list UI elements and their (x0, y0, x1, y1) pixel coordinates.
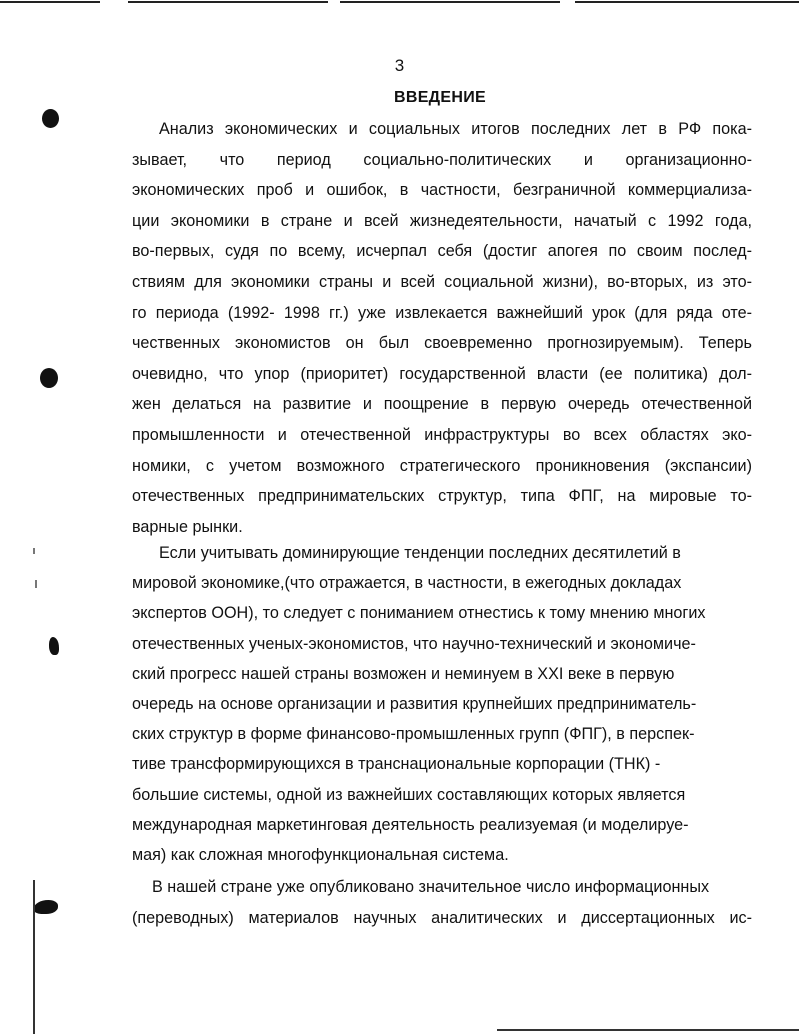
paragraph-line: большие системы, одной из важнейших составляющих которых является (132, 785, 686, 804)
paragraph-line: промышленности и отечественной инфраструктуры во всех областях эко- (132, 425, 752, 444)
paragraph-2 (132, 538, 752, 870)
paragraph-line: чественных экономистов он был своевременно прогнозируемым). Теперь (132, 334, 752, 353)
paragraph-line: мировой экономике,(что отражается, в частности, в ежегодных докладах (132, 574, 682, 593)
scan-speck (33, 548, 35, 554)
binding-hole-mark (42, 109, 59, 128)
paragraph-line: мая) как сложная многофункциональная система. (132, 845, 509, 864)
paragraph-line: экономических проб и ошибок, в частности, безграничной коммерциализа- (132, 181, 752, 200)
paragraph-line: Анализ экономических и социальных итогов последних лет в РФ пока- (159, 120, 752, 138)
paragraph-line: Если учитывать доминирующие тенденции последних десятилетий в (159, 544, 681, 562)
paragraph-line: В нашей стране уже опубликовано значительное число информационных (152, 878, 710, 896)
paragraph-line: ских структур в форме финансово-промышленных групп (ФПГ), в перспек- (132, 725, 695, 744)
binding-hole-mark (40, 368, 58, 388)
paragraph-line: (переводных) материалов научных аналитических и диссертационных ис- (132, 909, 752, 927)
paragraph-line: во-первых, судя по всему, исчерпал себя (достиг апогея по своим послед- (132, 242, 752, 261)
binding-hole-mark (49, 637, 59, 655)
paragraph-line: международная маркетинговая деятельность реализуемая (и моделируе- (132, 815, 689, 834)
paragraph-1 (132, 114, 752, 542)
paragraph-line: очевидно, что упор (приоритет) государственной власти (ее политика) дол- (132, 364, 752, 383)
paragraph-line: номики, с учетом возможного стратегического проникновения (экспансии) (132, 456, 752, 475)
scan-top-edge (0, 0, 799, 4)
scan-bottom-edge (497, 1029, 799, 1031)
paragraph-line: варные рынки. (132, 517, 243, 536)
page-number: 3 (394, 56, 405, 75)
paragraph-line: очередь на основе организации и развития крупнейших предприниматель- (132, 694, 697, 713)
paragraph-line: экспертов ООН), то следует с пониманием отнестись к тому мнению многих (132, 604, 706, 623)
section-heading: ВВЕДЕНИЕ (394, 89, 486, 106)
paragraph-line: го периода (1992- 1998 гг.) уже извлекается важнейший урок (для ряда оте- (132, 303, 752, 322)
paragraph-line: отечественных ученых-экономистов, что научно-технический и экономиче- (132, 634, 696, 653)
paragraph-line: тиве трансформирующихся в транснациональные корпорации (ТНК) - (132, 755, 661, 774)
paragraph-line: зывает, что период социально-политических и организационно- (132, 150, 752, 169)
scan-left-edge (33, 880, 35, 1034)
binding-hole-mark (34, 900, 58, 914)
paragraph-line: ский прогресс нашей страны возможен и неминуем в XXI веке в первую (132, 664, 675, 683)
paragraph-line: отечественных предпринимательских структур, типа ФПГ, на мировые то- (132, 487, 752, 506)
scan-speck (35, 580, 37, 588)
paragraph-line: ции экономики в стране и всей жизнедеятельности, начатый с 1992 года, (132, 211, 752, 230)
paragraph-line: ствиям для экономики страны и всей социальной жизни), во-вторых, из это- (132, 272, 752, 291)
paragraph-3 (132, 872, 752, 934)
paragraph-line: жен делаться на развитие и поощрение в первую очередь отечественной (132, 395, 752, 414)
